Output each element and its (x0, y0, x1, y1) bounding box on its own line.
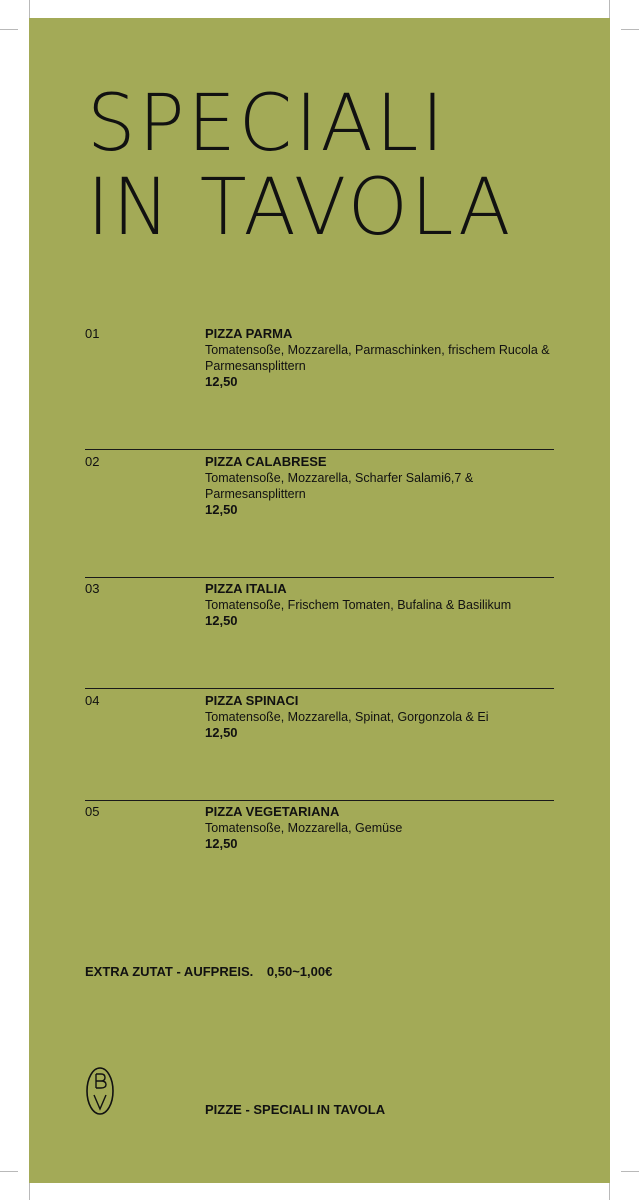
crop-mark (609, 1182, 610, 1200)
crop-mark (29, 0, 30, 18)
item-description: Tomatensoße, Mozzarella, Parmaschinken, frischem Rucola & Parmesansplittern (205, 343, 550, 373)
divider (85, 449, 554, 450)
item-number: 03 (85, 581, 100, 596)
crop-mark (609, 0, 610, 18)
bv-monogram-logo-icon (85, 1066, 115, 1116)
item-number: 04 (85, 693, 100, 708)
item-price: 12,50 (205, 502, 238, 517)
item-body (205, 454, 555, 518)
item-price: 12,50 (205, 613, 238, 628)
item-name: PIZZA PARMA (205, 326, 293, 341)
item-body (205, 693, 555, 741)
crop-mark (0, 1171, 18, 1172)
item-body (205, 804, 555, 852)
item-description: Tomatensoße, Mozzarella, Gemüse (205, 821, 403, 835)
divider (85, 688, 554, 689)
item-price: 12,50 (205, 374, 238, 389)
footer-text: PIZZE - SPECIALI IN TAVOLA (205, 1102, 386, 1117)
item-name: PIZZA VEGETARIANA (205, 804, 340, 819)
extra-topping-note (85, 964, 332, 980)
item-name: PIZZA SPINACI (205, 693, 299, 708)
item-number: 05 (85, 804, 100, 819)
item-price: 12,50 (205, 836, 238, 851)
title-line-2: IN TAVOLA (87, 163, 514, 253)
item-body (205, 581, 555, 629)
item-description: Tomatensoße, Frischem Tomaten, Bufalina & Basilikum (205, 598, 512, 612)
crop-mark (29, 1182, 30, 1200)
divider (85, 800, 554, 801)
item-name: PIZZA ITALIA (205, 581, 287, 596)
item-name: PIZZA CALABRESE (205, 454, 327, 469)
crop-mark (0, 29, 18, 30)
item-description: Tomatensoße, Mozzarella, Scharfer Salami6,7 & Parmesansplittern (205, 471, 474, 501)
item-price: 12,50 (205, 725, 238, 740)
menu-card (29, 18, 610, 1183)
title-line-1: SPECIALI (87, 79, 447, 169)
divider (85, 577, 554, 578)
crop-mark (621, 29, 639, 30)
item-number: 01 (85, 326, 100, 341)
page-title (87, 79, 514, 253)
item-number: 02 (85, 454, 100, 469)
crop-mark (621, 1171, 639, 1172)
item-description: Tomatensoße, Mozzarella, Spinat, Gorgonzola & Ei (205, 710, 489, 724)
item-body (205, 326, 555, 390)
extra-label: EXTRA ZUTAT - AUFPREIS. (85, 964, 254, 979)
extra-price: 0,50~1,00€ (266, 964, 333, 979)
